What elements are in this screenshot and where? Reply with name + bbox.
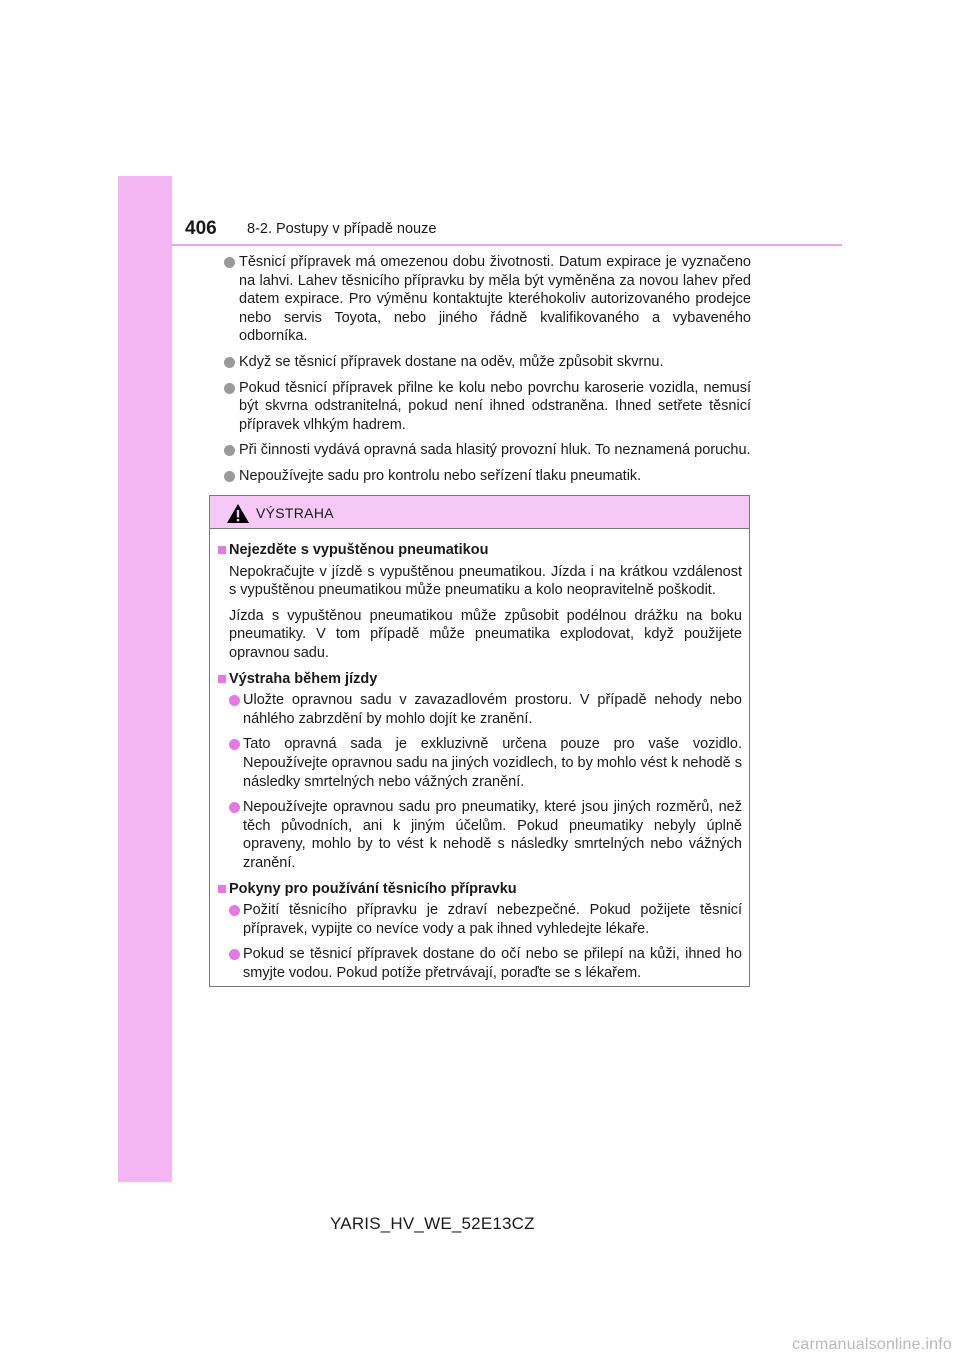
- square-bullet-icon: [218, 885, 226, 893]
- list-item: [224, 353, 751, 372]
- warning-bullet: [218, 691, 742, 728]
- warning-bullet: [218, 901, 742, 938]
- heading-text: Pokyny pro používání těsnicího přípravku: [229, 880, 517, 897]
- warning-section: [218, 541, 742, 663]
- list-item-text: Těsnicí přípravek má omezenou dobu životnosti. Datum expirace je vyznačeno na lahvi. Lahev těsnicího přípravku by měla být vyměněna za novou lahev před datem expirace. Pro výměnu kontaktujte kteréhokoliv autorizovaného prodejce nebo servis Toyota, nebo jiného řádně kvalifikovaného a vybaveného odborníka.: [239, 254, 751, 345]
- main-content: [224, 253, 751, 493]
- list-item: [224, 441, 751, 460]
- warning-bullet: [218, 945, 742, 982]
- warning-section-heading: [218, 880, 742, 899]
- side-tab-band: [118, 176, 172, 1182]
- list-item: [224, 379, 751, 435]
- document-code: YARIS_HV_WE_52E13CZ: [330, 1214, 535, 1233]
- warning-bullet: [218, 735, 742, 791]
- warning-body: [210, 529, 749, 982]
- warning-bullet-text: Nepoužívejte opravnou sadu pro pneumatiky, které jsou jiných rozměrů, než těch původních, ani k jiným účelům. Pokud pneumatiky nebyly úplně opraveny, mohlo by to vést k nehodě s následky smrtelných nebo vážných zranění.: [243, 799, 742, 871]
- list-item-text: Nepoužívejte sadu pro kontrolu nebo seřízení tlaku pneumatik.: [239, 467, 642, 484]
- list-item-text: Pokud těsnicí přípravek přilne ke kolu nebo povrchu karoserie vozidla, nemusí být skvrna odstranitelná, pokud není ihned odstraněna. Ihned setřete těsnicí přípravek vlhkým hadrem.: [239, 379, 751, 433]
- heading-text: Nejezděte s vypuštěnou pneumatikou: [229, 542, 489, 558]
- bullet-dot-icon: [229, 695, 240, 706]
- warning-bullet-text: Pokud se těsnicí přípravek dostane do očí nebo se přilepí na kůži, ihned ho smyjte vodou. Pokud potíže přetrvávají, poraďte se s lékařem.: [243, 946, 742, 981]
- list-item: [224, 467, 751, 486]
- warning-bullet: [218, 798, 742, 872]
- square-bullet-icon: [218, 675, 226, 683]
- warning-section-heading: [218, 541, 742, 560]
- section-title: 8-2. Postupy v případě nouze: [247, 221, 437, 237]
- square-bullet-icon: [218, 546, 226, 554]
- list-item: [224, 253, 751, 346]
- list-item-text: Když se těsnicí přípravek dostane na oděv, může způsobit skvrnu.: [239, 353, 664, 370]
- warning-header: [210, 496, 749, 529]
- watermark: carmanualsonline.info: [792, 1336, 952, 1353]
- bullet-dot-icon: [224, 445, 235, 456]
- bullet-dot-icon: [229, 949, 240, 960]
- bullet-dot-icon: [229, 739, 240, 750]
- bullet-dot-icon: [224, 383, 235, 394]
- bullet-dot-icon: [224, 471, 235, 482]
- warning-bullet-text: Uložte opravnou sadu v zavazadlovém prostoru. V případě nehody nebo náhlého zabrzdění by mohlo dojít ke zranění.: [243, 692, 742, 727]
- bullet-dot-icon: [224, 257, 235, 268]
- bullet-dot-icon: [229, 802, 240, 813]
- warning-section: [218, 880, 742, 983]
- warning-triangle-icon: [226, 503, 250, 524]
- bullet-dot-icon: [224, 357, 235, 368]
- warning-paragraph: Nepokračujte v jízdě s vypuštěnou pneumatikou. Jízda i na krátkou vzdálenost s vypuštěnou pneumatikou může pneumatiku a kolo neopravitelně poškodit.: [229, 563, 742, 599]
- page-number: 406: [185, 218, 217, 239]
- warning-bullet-text: Tato opravná sada je exkluzivně určena pouze pro vaše vozidlo. Nepoužívejte opravnou sadu na jiných vozidlech, to by mohlo vést k nehodě s následky smrtelných nebo vážných zranění.: [243, 736, 742, 790]
- header-rule: [172, 244, 842, 246]
- list-item-text: Při činnosti vydává opravná sada hlasitý provozní hluk. To neznamená poruchu.: [239, 442, 751, 459]
- bullet-dot-icon: [229, 905, 240, 916]
- warning-title: VÝSTRAHA: [256, 505, 334, 521]
- heading-text: Výstraha během jízdy: [229, 670, 378, 687]
- warning-bullet-text: Požití těsnicího přípravku je zdraví nebezpečné. Pokud požijete těsnicí přípravek, vypijte co nevíce vody a pak ihned vyhledejte lékaře.: [243, 902, 742, 937]
- warning-section-heading: [218, 670, 742, 689]
- warning-section: [218, 670, 742, 873]
- warning-paragraph: Jízda s vypuštěnou pneumatikou může způsobit podélnou drážku na boku pneumatiky. V tom případě může pneumatika explodovat, když použijete opravnou sadu.: [229, 607, 742, 661]
- warning-box: [209, 495, 750, 987]
